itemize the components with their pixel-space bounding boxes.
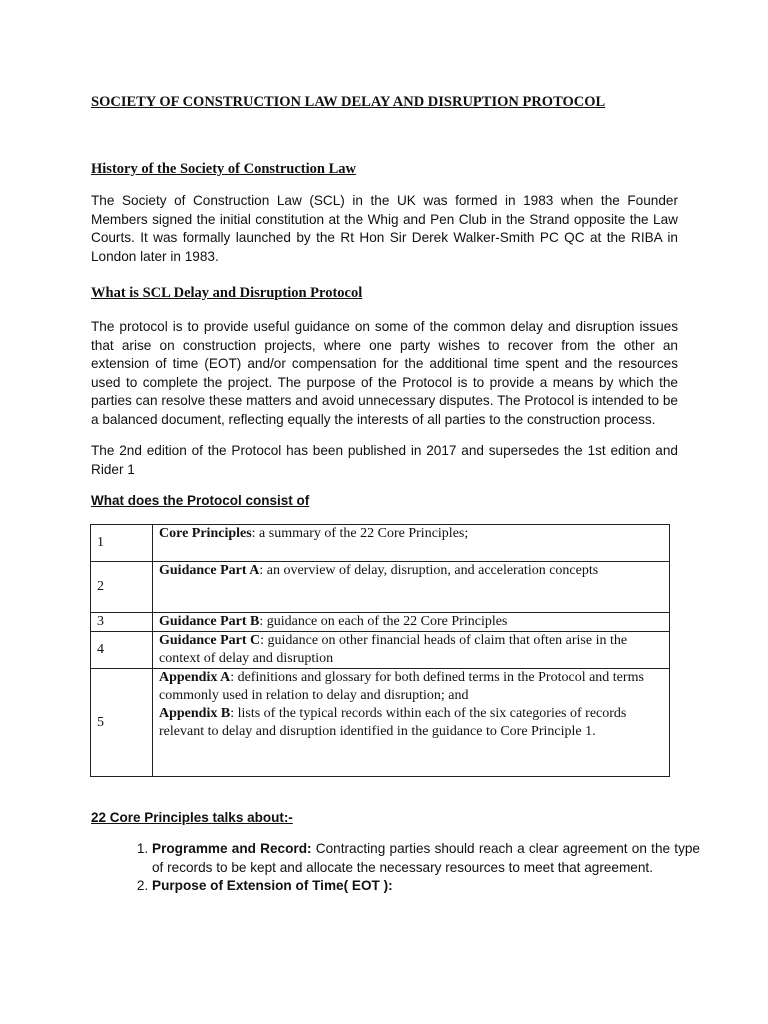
consist-heading: What does the Protocol consist of xyxy=(91,493,310,508)
protocol-contents-table xyxy=(90,524,670,777)
history-heading: History of the Society of Construction Law xyxy=(91,161,357,177)
table-row xyxy=(91,562,670,613)
principle-title: Programme and Record: xyxy=(152,841,312,856)
row-term-2: Appendix B xyxy=(159,706,231,721)
row-description xyxy=(153,562,670,613)
principle-text: Contracting parties should reach a clear agreement on the type of records to be kept and allocate the necessary resources to meet that agreement. xyxy=(152,841,700,875)
row-term: Appendix A xyxy=(159,670,231,685)
list-item xyxy=(152,840,700,877)
row-term: Guidance Part A xyxy=(159,563,260,578)
row-number: 3 xyxy=(91,613,153,632)
principle-title: Purpose of Extension of Time( EOT ): xyxy=(152,878,393,893)
row-text: : definitions and glossary for both defined terms in the Protocol and terms commonly used in relation to delay and disruption; and xyxy=(159,670,644,703)
list-item xyxy=(152,877,700,896)
what-is-heading: What is SCL Delay and Disruption Protocol xyxy=(91,285,363,301)
row-description xyxy=(153,613,670,632)
row-term: Core Principles xyxy=(159,526,252,541)
row-text-2: : lists of the typical records within each of the six categories of records relevant to delay and disruption identified in the guidance to Core Principle 1. xyxy=(159,706,627,739)
row-description xyxy=(153,669,670,777)
table-row xyxy=(91,669,670,777)
row-number: 4 xyxy=(91,632,153,669)
row-number: 5 xyxy=(91,669,153,777)
row-description xyxy=(153,632,670,669)
row-text: : guidance on each of the 22 Core Principles xyxy=(259,614,508,629)
row-number: 1 xyxy=(91,525,153,562)
row-text: : guidance on other financial heads of claim that often arise in the context of delay and disruption xyxy=(159,633,628,666)
row-number: 2 xyxy=(91,562,153,613)
row-text: : a summary of the 22 Core Principles; xyxy=(251,526,469,541)
table-row xyxy=(91,632,670,669)
table-row xyxy=(91,525,670,562)
table-row xyxy=(91,613,670,632)
row-term: Guidance Part C xyxy=(159,633,261,648)
row-term: Guidance Part B xyxy=(159,614,260,629)
what-is-paragraph: The protocol is to provide useful guidance on some of the common delay and disruption issues that arise on construction projects, where one party wishes to recover from the other an extension of time (EOT) and/or compensation for the additional time spent and the resources used to complete the project. The purpose of the Protocol is to provide a means by which the parties can resolve these matters and avoid unnecessary disputes. The Protocol is intended to be a balanced document, reflecting equally the interests of all parties to the construction process. xyxy=(91,319,678,427)
row-text: : an overview of delay, disruption, and acceleration concepts xyxy=(259,563,599,578)
principles-heading: 22 Core Principles talks about:- xyxy=(91,810,293,825)
document-title: SOCIETY OF CONSTRUCTION LAW DELAY AND DISRUPTION PROTOCOL xyxy=(91,94,606,110)
history-paragraph: The Society of Construction Law (SCL) in the UK was formed in 1983 when the Founder Members signed the initial constitution at the Whig and Pen Club in the Strand opposite the Law Courts. It was formally launched by the Rt Hon Sir Derek Walker-Smith PC QC at the RIBA in London later in 1983. xyxy=(91,193,678,264)
principles-list xyxy=(130,840,700,896)
row-description xyxy=(153,525,670,562)
edition-paragraph: The 2nd edition of the Protocol has been published in 2017 and supersedes the 1st edition and Rider 1 xyxy=(91,443,678,477)
